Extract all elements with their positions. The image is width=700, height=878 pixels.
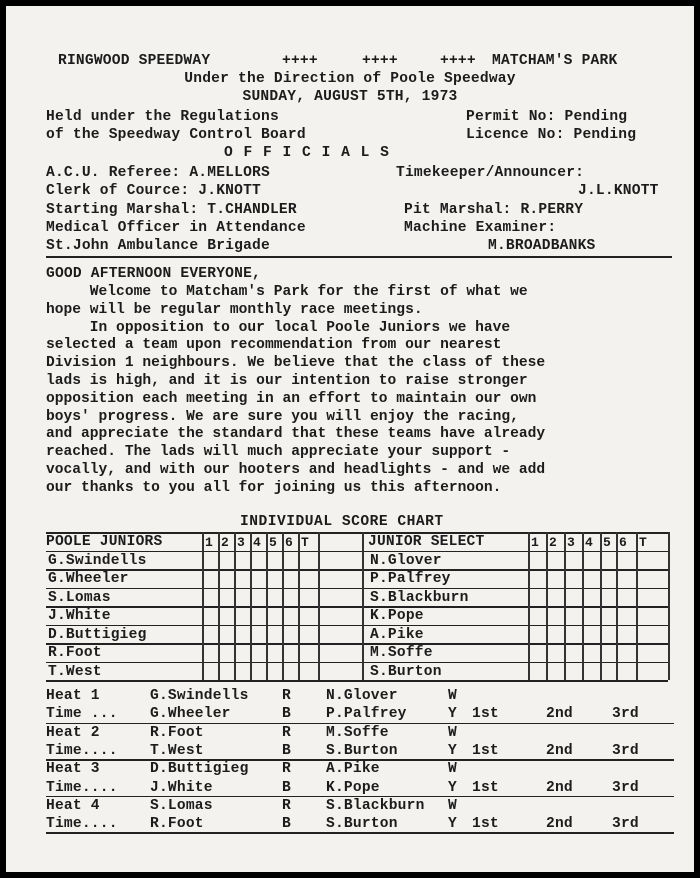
- poole-rider-name: J.White: [48, 608, 111, 624]
- heat-gate-colour: R: [282, 761, 291, 778]
- heat-second-place: 2nd: [546, 742, 573, 759]
- score-column-header: T: [639, 535, 648, 550]
- timekeeper-name: J.L.KNOTT: [578, 183, 659, 199]
- heat-gate-colour: B: [282, 779, 291, 796]
- letter-line: opposition each meeting in an effort to maintain our own: [46, 390, 537, 407]
- letter-line: selected a team upon recommendation from our nearest: [46, 337, 502, 354]
- plus-separator: ++++: [362, 53, 398, 69]
- pit-marshal: Pit Marshal: R.PERRY: [404, 202, 584, 218]
- heat-rider-1: R.Foot: [150, 724, 204, 741]
- grid-line: [616, 532, 618, 680]
- select-rider-name: M.Soffe: [370, 645, 433, 661]
- heat-label: Heat 2: [46, 724, 100, 741]
- letter-line: Welcome to Matcham's Park for the first of what we: [46, 284, 528, 300]
- poole-rider-name: D.Buttigieg: [48, 626, 147, 643]
- starting-marshal: Starting Marshal: T.CHANDLER: [46, 202, 297, 218]
- machine-examiner-label: Machine Examiner:: [404, 220, 557, 236]
- score-column-header: 2: [549, 535, 558, 550]
- grid-line: [266, 532, 268, 680]
- plus-separator: ++++: [282, 53, 318, 69]
- regulations-line-1: Held under the Regulations: [46, 109, 279, 125]
- score-column-header: 4: [253, 535, 262, 550]
- grid-line: [528, 532, 530, 680]
- heat-third-place: 3rd: [612, 779, 639, 796]
- heat-rider-4: S.Burton: [326, 816, 398, 833]
- letter-line: hope will be regular monthly race meetings.: [46, 301, 423, 318]
- grid-line: [582, 532, 584, 680]
- heat-second-place: 2nd: [546, 706, 573, 723]
- poole-rider-name: T.West: [48, 663, 102, 680]
- grid-line: [318, 532, 320, 680]
- grid-line: [564, 532, 566, 680]
- grid-line: [600, 532, 602, 680]
- heat-gate-colour: B: [282, 706, 291, 723]
- acu-referee: A.C.U. Referee: A.MELLORS: [46, 165, 270, 181]
- heat-gate-colour: Y: [448, 816, 457, 833]
- poole-juniors-header: POOLE JUNIORS: [46, 534, 163, 550]
- letter-line: Division 1 neighbours. We believe that the class of these: [46, 355, 546, 372]
- heat-label: Heat 1: [46, 688, 100, 704]
- heat-label: Heat 4: [46, 797, 100, 814]
- grid-line: [668, 532, 670, 680]
- grid-line: [46, 532, 668, 534]
- heat-rider-3: A.Pike: [326, 761, 380, 778]
- letter-line: vocally, and with our hooters and headlights - and we add: [46, 462, 546, 478]
- score-column-header: 6: [285, 535, 294, 550]
- heat-gate-colour: R: [282, 688, 291, 704]
- score-column-header: 1: [205, 535, 214, 550]
- permit-number: Permit No: Pending: [466, 109, 628, 125]
- heat-gate-colour: R: [282, 797, 291, 814]
- heat-rider-3: S.Blackburn: [326, 797, 425, 814]
- heat-rider-4: S.Burton: [326, 742, 398, 759]
- officials-divider: [46, 256, 672, 258]
- poole-rider-name: G.Wheeler: [48, 571, 129, 587]
- machine-examiner-name: M.BROADBANKS: [488, 238, 596, 254]
- grid-line: [46, 680, 668, 682]
- greeting: GOOD AFTERNOON EVERYONE,: [46, 266, 261, 282]
- date-line: SUNDAY, AUGUST 5TH, 1973: [242, 89, 458, 105]
- heat-label: Heat 3: [46, 761, 100, 778]
- heat-gate-colour: Y: [448, 706, 457, 723]
- letter-line: lads is high, and it is our intention to raise stronger: [46, 373, 528, 389]
- clerk-of-course: Clerk of Cource: J.KNOTT: [46, 183, 261, 199]
- score-column-header: T: [301, 535, 310, 550]
- grid-line: [46, 588, 668, 590]
- heat-rider-2: J.White: [150, 779, 213, 796]
- poole-rider-name: R.Foot: [48, 645, 102, 661]
- heat-rider-3: M.Soffe: [326, 724, 389, 741]
- letter-line: our thanks to you all for joining us this afternoon.: [46, 479, 502, 496]
- letter-line: reached. The lads will much appreciate your support -: [46, 444, 511, 461]
- letter-line: boys' progress. We are sure you will enjoy the racing,: [46, 408, 519, 425]
- heat-first-place: 1st: [472, 742, 499, 759]
- heat-gate-colour: W: [448, 761, 457, 778]
- programme-sheet: [6, 6, 694, 872]
- heat-time-label: Time....: [46, 816, 118, 833]
- grid-line: [202, 532, 204, 680]
- heat-rider-1: S.Lomas: [150, 797, 213, 814]
- score-chart-title: INDIVIDUAL SCORE CHART: [240, 514, 444, 530]
- select-rider-name: S.Burton: [370, 663, 442, 680]
- licence-number: Licence No: Pending: [466, 127, 637, 143]
- score-column-header: 5: [269, 535, 278, 550]
- heat-third-place: 3rd: [612, 816, 639, 833]
- st-john-ambulance: St.John Ambulance Brigade: [46, 238, 270, 254]
- heat-rider-1: D.Buttigieg: [150, 761, 249, 778]
- grid-line: [250, 532, 252, 680]
- heat-time-label: Time....: [46, 742, 118, 759]
- letter-line: In opposition to our local Poole Juniors we have: [46, 319, 511, 336]
- letter-line: and appreciate the standard that these teams have already: [46, 426, 546, 443]
- heat-rider-4: K.Pope: [326, 779, 380, 796]
- grid-line: [298, 532, 300, 680]
- grid-line: [362, 532, 364, 680]
- grid-line: [218, 532, 220, 680]
- heat-time-label: Time ...: [46, 706, 118, 723]
- score-column-header: 5: [603, 535, 612, 550]
- poole-rider-name: S.Lomas: [48, 589, 111, 606]
- heat-gate-colour: W: [448, 797, 457, 814]
- heat-gate-colour: B: [282, 816, 291, 833]
- poole-rider-name: G.Swindells: [48, 552, 147, 569]
- heat-first-place: 1st: [472, 816, 499, 833]
- heat-second-place: 2nd: [546, 779, 573, 796]
- score-column-header: 3: [237, 535, 246, 550]
- heat-rider-2: R.Foot: [150, 816, 204, 833]
- heat-gate-colour: Y: [448, 779, 457, 796]
- heat-gate-colour: W: [448, 724, 457, 741]
- heat-divider: [46, 832, 674, 834]
- grid-line: [636, 532, 638, 680]
- heat-time-label: Time....: [46, 779, 118, 796]
- score-column-header: 1: [531, 535, 540, 550]
- score-column-header: 3: [567, 535, 576, 550]
- plus-separator: ++++: [440, 53, 476, 69]
- heat-third-place: 3rd: [612, 742, 639, 759]
- regulations-line-2: of the Speedway Control Board: [46, 127, 306, 143]
- heat-gate-colour: Y: [448, 742, 457, 759]
- title-left: RINGWOOD SPEEDWAY: [58, 53, 211, 69]
- heat-rider-3: N.Glover: [326, 688, 398, 704]
- heat-first-place: 1st: [472, 779, 499, 796]
- direction-line: Under the Direction of Poole Speedway: [184, 71, 516, 87]
- heat-rider-2: G.Wheeler: [150, 706, 231, 723]
- heat-gate-colour: R: [282, 724, 291, 741]
- title-right: MATCHAM'S PARK: [492, 53, 618, 69]
- junior-select-header: JUNIOR SELECT: [368, 534, 485, 550]
- heat-gate-colour: W: [448, 688, 457, 704]
- grid-line: [234, 532, 236, 680]
- heat-second-place: 2nd: [546, 816, 573, 833]
- grid-line: [282, 532, 284, 680]
- grid-line: [546, 532, 548, 680]
- select-rider-name: S.Blackburn: [370, 589, 469, 606]
- select-rider-name: K.Pope: [370, 608, 424, 624]
- score-column-header: 2: [221, 535, 230, 550]
- grid-line: [46, 662, 668, 664]
- timekeeper-label: Timekeeper/Announcer:: [396, 165, 585, 181]
- score-column-header: 4: [585, 535, 594, 550]
- select-rider-name: A.Pike: [370, 626, 424, 643]
- officials-heading: O F F I C I A L S: [224, 145, 390, 161]
- medical-officer: Medical Officer in Attendance: [46, 220, 306, 236]
- heat-third-place: 3rd: [612, 706, 639, 723]
- heat-rider-2: T.West: [150, 742, 204, 759]
- heat-first-place: 1st: [472, 706, 499, 723]
- select-rider-name: N.Glover: [370, 552, 442, 569]
- score-column-header: 6: [619, 535, 628, 550]
- heat-rider-4: P.Palfrey: [326, 706, 407, 723]
- select-rider-name: P.Palfrey: [370, 571, 451, 587]
- heat-rider-1: G.Swindells: [150, 688, 249, 704]
- grid-line: [46, 606, 668, 608]
- heat-gate-colour: B: [282, 742, 291, 759]
